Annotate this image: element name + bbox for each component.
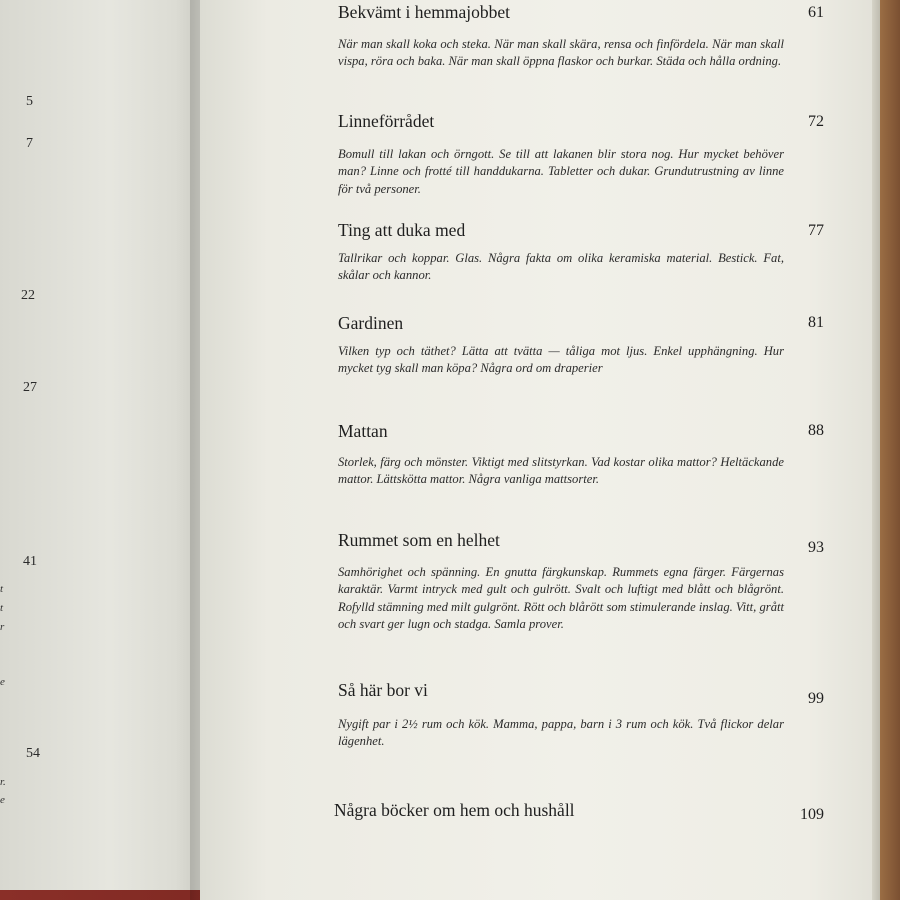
toc-entry-title: Gardinen (338, 313, 404, 333)
left-page-number: 22 (21, 288, 35, 303)
toc-entry-page-number: 81 (808, 314, 824, 331)
left-page-text-fragment: r. (0, 776, 6, 788)
toc-entry-page-number: 88 (808, 422, 824, 439)
left-page-text-fragment: t (0, 602, 4, 614)
left-page-text-fragment: t (0, 583, 4, 595)
right-page-edge (872, 0, 880, 900)
toc-entry-description: Nygift par i 2½ rum och kök. Mamma, pappa, barn i 3 rum och kök. Två flickor delar lägenhet. (338, 717, 784, 749)
toc-entry-title: Ting att duka med (338, 220, 466, 240)
toc-entry-description: Samhörighet och spänning. En gnutta färgkunskap. Rummets egna färger. Färgernas karaktär. Varmt intryck med gult och gulrött. Svalt och luftigt med blått och blågrönt. Rofylld stämning med milt gulgrönt. Rött och blårött som stimulerande inslag. Vitt, grått och svart ger lugn och stadga. Samla prover. (338, 565, 784, 631)
toc-entry-page-number: 93 (808, 539, 824, 556)
left-page-number: 54 (26, 746, 40, 761)
toc-entry-description: När man skall koka och steka. När man skall skära, rensa och finfördela. När man skall vispa, röra och baka. När man skall öppna flaskor och burkar. Städa och hålla ordning. (338, 37, 784, 69)
left-page-number: 5 (26, 94, 33, 109)
toc-entry-page-number: 72 (808, 113, 824, 130)
toc-entry-title: Rummet som en helhet (338, 530, 500, 550)
toc-entry-page-number: 109 (800, 806, 824, 823)
left-page-text-fragment: e (0, 794, 5, 806)
toc-entry-title: Linneförrådet (338, 111, 435, 131)
toc-entry-title: Några böcker om hem och hushåll (334, 800, 575, 820)
left-page-number: 27 (23, 380, 37, 395)
toc-entry-title: Så här bor vi (338, 680, 428, 700)
left-page-text-fragment: e (0, 676, 5, 688)
toc-entry-title: Bekvämt i hemmajobbet (338, 2, 511, 22)
toc-entry-description: Bomull till lakan och örngott. Se till att lakanen blir stora nog. Hur mycket behöver man? Linne och frotté till handdukarna. Tabletter och dukar. Grundutrustning av linne för två personer. (338, 147, 784, 196)
toc-entry-description: Storlek, färg och mönster. Viktigt med slitstyrkan. Vad kostar olika mattor? Heltäckande mattor. Lättskötta mattor. Några vanliga mattsorter. (338, 455, 784, 487)
left-page-number: 41 (23, 554, 37, 569)
toc-entry-page-number: 99 (808, 690, 824, 707)
toc-entry-page-number: 61 (808, 4, 824, 21)
toc-entry-title: Mattan (338, 421, 388, 441)
left-page-text-fragment: r (0, 621, 5, 633)
toc-entry-description: Tallrikar och koppar. Glas. Några fakta om olika keramiska material. Bestick. Fat, skålar och kannor. (338, 251, 784, 283)
toc-entry-page-number: 77 (808, 222, 824, 239)
left-page-number: 7 (26, 136, 33, 151)
right-book-page (200, 0, 876, 900)
toc-entry-description: Vilken typ och täthet? Lätta att tvätta — tåliga mot ljus. Enkel upphängning. Hur mycket tyg skall man köpa? Några ord om draperier (338, 344, 784, 376)
